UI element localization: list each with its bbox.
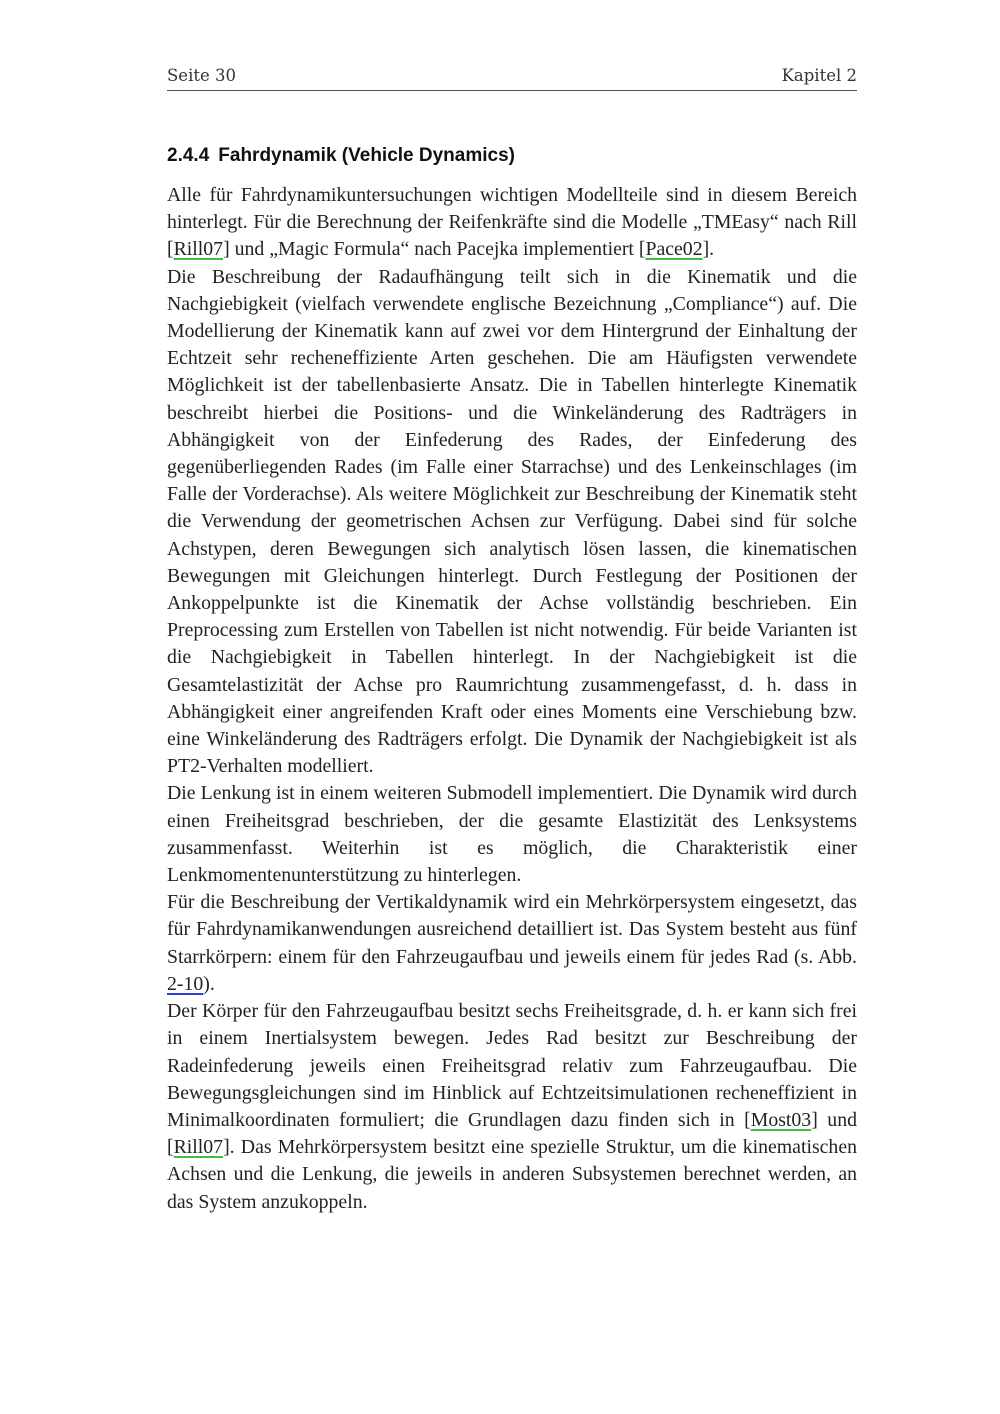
section-number: 2.4.4 [167,145,210,166]
citation-link-rill07[interactable]: Rill07 [173,1136,224,1159]
figure-reference-link[interactable]: 2-10 [167,972,204,995]
page-number-label: Seite 30 [167,66,236,85]
paragraph-tire-models [167,182,857,264]
paragraph-text: ] und [ [167,1108,857,1159]
paragraph-suspension: Die Beschreibung der Radaufhängung teilt sich in die Kinematik und die Nachgiebigkeit (vielfach verwendete englische Bezeichnung „Compliance“) auf. Die Modellierung der Kinematik kann auf zwei vor dem Hintergrund der Einhaltung der Echtzeit sehr recheneffiziente Arten geschehen. Die am Häufigsten verwendete Möglichkeit ist der tabellenbasierte Ansatz. Die in Tabellen hinterlegte Kinematik beschreibt hierbei die Positions- und die Winkeländerung des Radträgers in Abhängigkeit von der Einfederung des Rades, der Einfederung des gegenüberliegenden Rades (im Falle einer Starrachse) und des Lenkeinschlages (im Falle der Vorderachse). Als weitere Möglichkeit zur Beschreibung der Kinematik steht die Verwendung der geometrischen Achsen zur Verfügung. Dabei sind für solche Achstypen, deren Bewegungen sich analytisch lösen lassen, die kinematischen Bewegungen mit Gleichungen hinterlegt. Durch Festlegung der Positionen der Ankoppelpunkte ist die Kinematik der Achse vollständig beschrieben. Ein Preprocessing zum Erstellen von Tabellen ist nicht notwendig. Für beide Varianten ist die Nachgiebigkeit in Tabellen hinterlegt. In der Nachgiebigkeit ist die Gesamtelastizität der Achse pro Raumrichtung zusammengefasst, d. h. dass in Abhängigkeit einer angreifenden Kraft oder eines Moments eine Verschiebung bzw. eine Winkeländerung des Radträgers erfolgt. Die Dynamik der Nachgiebigkeit ist als PT2-Verhalten modelliert. [167,265,857,778]
paragraph-text: ] und „Magic Formula“ nach Pacejka implementiert [ [223,238,646,261]
citation-link-pace02[interactable]: Pace02 [645,238,703,261]
paragraph-text: Alle für Fahrdynamikuntersuchungen wichtigen Modellteile sind in diesem Bereich hinterlegt. Für die Berechnung der Reifenkräfte sind die Modelle „TMEasy“ nach Rill [ [167,184,857,261]
paragraph-text: ). [203,972,215,995]
paragraph-text: ]. Das Mehrkörpersystem besitzt eine spezielle Struktur, um die kinematischen Achsen und die Lenkung, die jeweils in anderen Subsystemen berechnet werden, an das System anzukoppeln. [167,1136,857,1213]
citation-link-rill07[interactable]: Rill07 [173,238,224,261]
paragraph-text: Für die Beschreibung der Vertikaldynamik wird ein Mehrkörpersystem eingesetzt, das für Fahrdynamikanwendungen ausreichend detailliert ist. Das System besteht aus fünf Starrkörpern: einem für den Fahrzeugaufbau und jeweils einem für jedes Rad (s. Abb. [167,891,857,968]
section-heading [167,145,857,167]
chapter-label: Kapitel 2 [781,66,857,85]
paragraph-text: Der Körper für den Fahrzeugaufbau besitzt sechs Freiheitsgrade, d. h. er kann sich frei in einem Inertialsystem bewegen. Jedes Rad besitzt zur Beschreibung der Radeinfederung jeweils einen Freiheitsgrad relativ zum Fahrzeugaufbau. Die Bewegungsgleichungen sind im Hinblick auf Echtzeitsimulationen recheneffizient in Minimalkoordinaten formuliert; die Grundlagen dazu finden sich in [ [167,1000,857,1131]
paragraph-multibody [167,998,857,1216]
citation-link-most03[interactable]: Most03 [750,1108,812,1131]
running-header [167,66,857,91]
section-body [167,182,857,1216]
paragraph-vertical-dynamics [167,889,857,998]
paragraph-steering: Die Lenkung ist in einem weiteren Submodell implementiert. Die Dynamik wird durch einen Freiheitsgrad beschrieben, der die gesamte Elastizität des Lenksystems zusammenfasst. Weiterhin ist es möglich, die Charakteristik einer Lenkmomentenunterstützung zu hinterlegen. [167,782,857,887]
paragraph-text: ]. [702,238,715,261]
section-title: Fahrdynamik (Vehicle Dynamics) [218,145,515,166]
